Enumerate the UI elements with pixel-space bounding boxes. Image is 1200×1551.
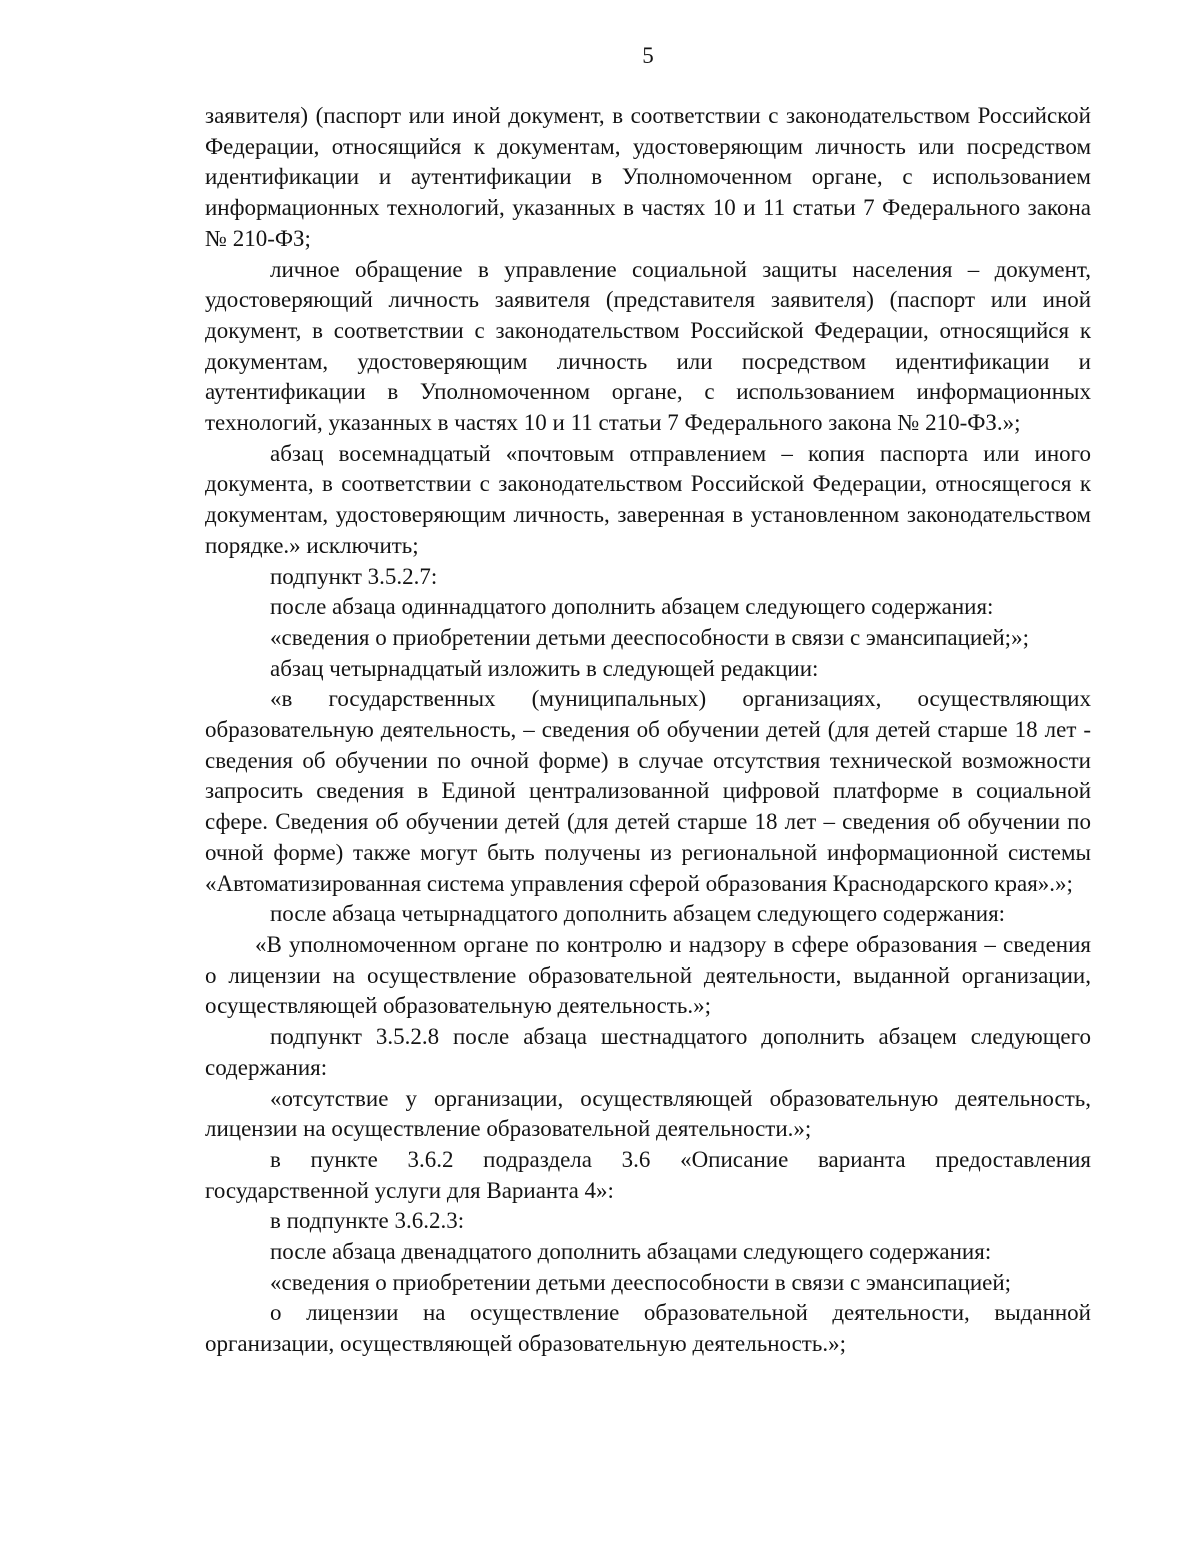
paragraph: абзац четырнадцатый изложить в следующей редакции: — [270, 655, 819, 681]
paragraph: в подпункте 3.6.2.3: — [270, 1208, 465, 1234]
paragraph: «сведения о приобретении детьми дееспособности в связи с эмансипацией;»; — [270, 624, 1029, 650]
paragraph: абзац восемнадцатый «почтовым отправлением – копия паспорта или иного документа, в соответствии с законодательством Российской Федерации, относящегося к документам, удостоверяющим личность, заверенная в установленном законодательством порядке.» исключить; — [205, 440, 1091, 558]
paragraph: «в государственных (муниципальных) организациях, осуществляющих образовательную деятельность, – сведения об обучении детей (для детей старше 18 лет - сведения об обучении по очной форме) в случае отсутствия технической возможности запросить сведения в Единой централизованной цифровой платформе в социальной сфере. Сведения об обучении детей (для детей старше 18 лет – сведения об обучении по очной форме) также могут быть получены из региональной информационной системы «Автоматизированная система управления сферой образования Краснодарского края».»; — [205, 686, 1091, 896]
paragraph: после абзаца четырнадцатого дополнить абзацем следующего содержания: — [270, 901, 1006, 927]
paragraph: подпункт 3.5.2.8 после абзаца шестнадцатого дополнить абзацем следующего содержания: — [205, 1024, 1091, 1080]
paragraph: подпункт 3.5.2.7: — [270, 563, 438, 589]
paragraph: о лицензии на осуществление образовательной деятельности, выданной организации, осуществляющей образовательную деятельность.»; — [205, 1300, 1091, 1357]
paragraph: «сведения о приобретении детьми дееспособности в связи с эмансипацией; — [270, 1269, 1012, 1295]
paragraph: «отсутствие у организации, осуществляющей образовательную деятельность, лицензии на осуществление образовательной деятельности.»; — [205, 1085, 1091, 1142]
paragraph: в пункте 3.6.2 подраздела 3.6 «Описание варианта предоставления государственной услуги для Варианта 4»: — [205, 1146, 1091, 1203]
paragraph: после абзаца одиннадцатого дополнить абзацем следующего содержания: — [270, 594, 994, 620]
document-body — [205, 101, 1091, 1360]
page-number: 5 — [642, 43, 654, 68]
paragraph: заявителя) (паспорт или иной документ, в соответствии с законодательством Российской Федерации, относящийся к документам, удостоверяющим личность или посредством идентификации и аутентификации в Уполномоченном органе, с использованием информационных технологий, указанных в частях 10 и 11 статьи 7 Федерального закона № 210-ФЗ; — [205, 103, 1091, 251]
paragraph: после абзаца двенадцатого дополнить абзацами следующего содержания: — [270, 1239, 992, 1265]
paragraph: «В уполномоченном органе по контролю и надзору в сфере образования – сведения о лицензии на осуществление образовательной деятельности, выданной организации, осуществляющей образовательную деятельность.»; — [205, 931, 1091, 1019]
paragraph: личное обращение в управление социальной защиты населения – документ, удостоверяющий личность заявителя (представителя заявителя) (паспорт или иной документ, в соответствии с законодательством Российской Федерации, относящийся к документам, удостоверяющим личность или посредством идентификации и аутентификации в Уполномоченном органе, с использованием информационных технологий, указанных в частях 10 и 11 статьи 7 Федерального закона № 210-ФЗ.»; — [205, 256, 1091, 436]
